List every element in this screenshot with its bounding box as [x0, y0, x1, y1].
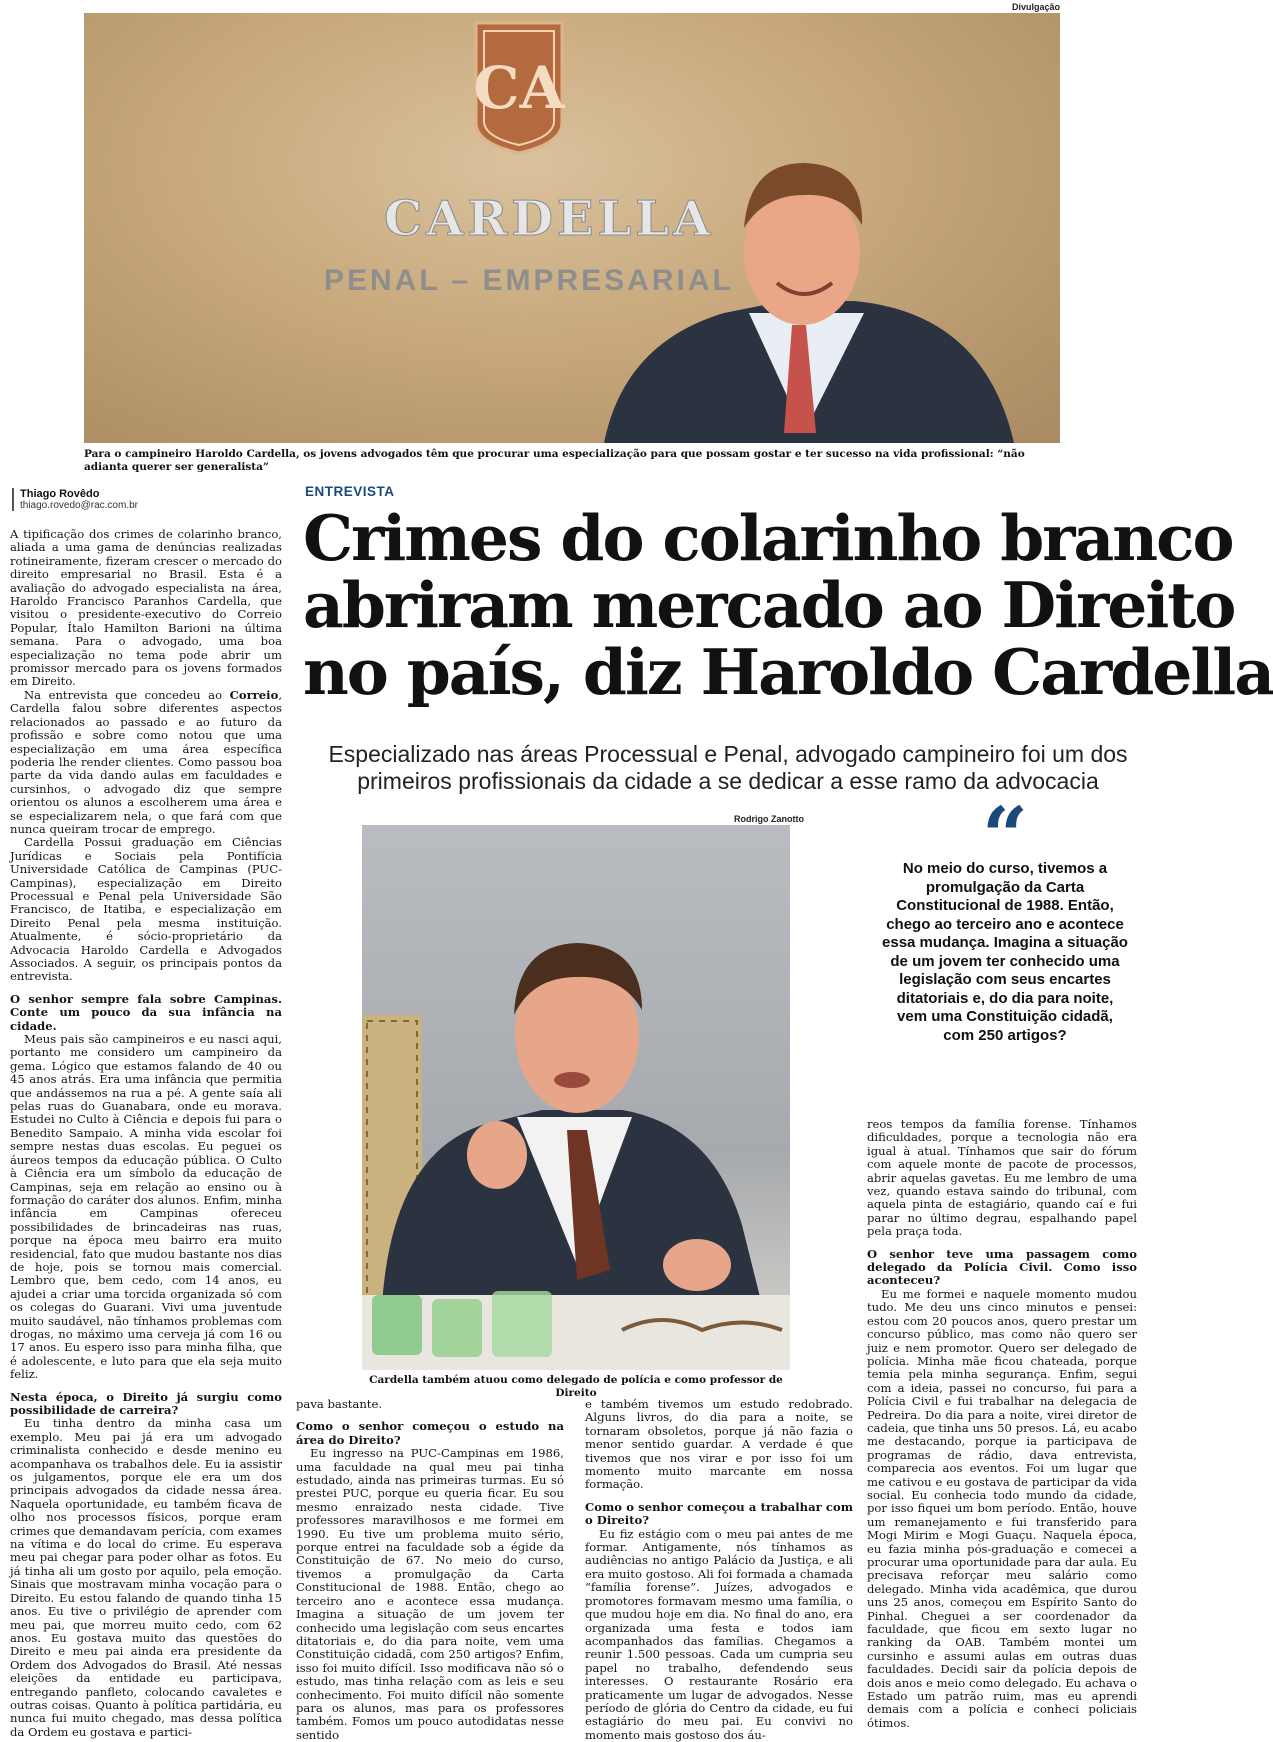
question-campinas: O senhor sempre fala sobre Campinas. Conte um pouco da sua infância na cidade. [10, 991, 282, 1033]
answer-study: Eu ingresso na PUC-Campinas em 1986, uma faculdade na qual meu pai tinha estudado, ainda nas primeiras turmas. Eu só prestei PUC, porque eu queria ficar. Eu sou mesmo enraizado nesta cidade. Tive professores maravilhosos e me formei em 1990. Eu tive um problema muito sério, porque entrei na faculdade sob a égide da Constituição de 67. No meio do curso, tivemos a promulgação da Carta Constitucional de 1988. Então, chego ao terceiro ano e acontece essa mudança. Imagina a situação de um jovem ter conhecido uma legislação com seus encartes ditatoriais e, do dia para noite, vem uma Constituição cidadã, com 250 artigos? Enfim, isso foi muito difícil. Isso modificava não só o estudo, mas tinha relação com as leis e seu conhecimento. Foi muito difícil não somente para os alunos, mas para os professores também. Fomos um pouco autodidatas nesse sentido [296, 1446, 564, 1742]
article-column-1 [10, 528, 282, 1739]
top-photo-caption: Para o campineiro Haroldo Cardella, os jovens advogados têm que procurar uma especialização para que possam gostar e ter sucesso na vida profissional: “não adianta querer ser generalista” [84, 448, 1025, 473]
pull-quote [880, 789, 1130, 1045]
wall-sign-subtitle: PENAL – EMPRESARIAL [324, 264, 734, 297]
quote-mark-icon: “ [981, 789, 1028, 883]
center-photo-credit: Rodrigo Zanotto [734, 814, 804, 824]
intro-paragraph-2: Na entrevista que concedeu ao Correio, Cardella falou sobre diferentes aspectos relacionados ao passado e ao futuro da profissão e sobre como notou que uma especialização em uma área específica poderia lhe render clientes. Como passou boa parte da vida dando aulas em faculdades e cursinhos, o advogado diz que sempre orientou os alunos a escolherem uma área e se especializarem nela, o que fará com que nunca queiram trocar de emprego. [10, 687, 282, 836]
continued-paragraph: pava bastante. [296, 1397, 383, 1411]
center-photo-illustration [362, 825, 790, 1370]
author-email[interactable]: thiago.rovedo@rac.com.br [20, 500, 138, 511]
top-photo-credit: Divulgação [1011, 2, 1060, 12]
article-column-3 [585, 1397, 853, 1742]
question-work: Como o senhor começou a trabalhar com o Direito? [585, 1499, 853, 1528]
top-photo-illustration [84, 13, 1060, 443]
newspaper-name: Correio [229, 687, 279, 702]
continued-paragraph: e também tivemos um estudo redobrado. Alguns livros, do dia para a noite, se tornaram obsoletos, porque já não fazia o menor sentido guardar. A verdade é que tivemos que nos virar e por isso foi um momento muito marcante em nossa formação. [585, 1397, 853, 1492]
subheadline: Especializado nas áreas Processual e Penal, advogado campineiro foi um dos primeiros profissionais da cidade a se dedicar a esse ramo da advocacia [328, 741, 1128, 794]
center-photo [362, 825, 790, 1370]
continued-paragraph: reos tempos da família forense. Tínhamos dificuldades, porque a tecnologia não era igual à atual. Tínhamos que sair do fórum com aquele monte de pacote de processos, abrir aquelas gavetas. Eu me lembro de uma vez, quando estava saindo do tribunal, com aquela pinta de estagiário, quando caí e fui parar no último degrau, espalhando papel pela praça toda. [867, 1117, 1137, 1239]
answer-police: Eu me formei e naquele momento mudou tudo. Me deu uns cinco minutos e pensei: estou com 20 poucos anos, quero prestar um concurso público, mas como não quero ser juiz e nem promotor. Quero ser delegado de polícia. Minha mãe ficou chateada, porque temia pela minha segurança. Enfim, segui com a ideia, passei no concurso, fui para a Polícia Civil e fui trabalhar na delegacia de Pedreira. Do dia para a noite, virei diretor de cadeia, que tinha uns 50 presos. Lá, eu acabo me destacando, porque ia participava de programas de rádio, dava entrevista, comparecia aos eventos. Foi um lugar que me cativou e eu gostava de participar da vida social. Eu conhecia todo mundo da cidade, por isso fiquei um bom período. Então, houve um remanejamento e fui transferido para Mogi Mirim e Mogi Guaçu. Naquela época, eu fazia minha pós-graduação e comecei a procurar uma oportunidade para dar aula. Eu precisava reforçar meu salário como delegado. Minha vida acadêmica, que durou uns 25 anos, começou em Espírito Santo do Pinhal. Cheguei a ser coordenador da faculdade, que ficou em sexto lugar no ranking da OAB. Também montei um cursinho e assumi aulas em outras duas faculdades. Decidi sair da polícia depois de dois anos e meio como delegado. Eu achava o Estado um patrão ruim, mas eu aprendi demais com a polícia e conheci policiais ótimos. [867, 1286, 1137, 1730]
headline-line-2: abriram mercado ao Direito [303, 568, 1235, 642]
intro-paragraph-1: A tipificação dos crimes de colarinho branco, aliada a uma gama de denúncias realizadas rotineiramente, fizeram crescer o mercado do direito empresarial no Brasil. Esta é a avaliação do advogado especialista na área, Haroldo Francisco Paranhos Cardella, que visitou o presidente-executivo do Correio Popular, Ítalo Hamilton Barioni na última semana. Para o advogado, uma boa especialização no tema pode abrir um promissor mercado para os jovens formados em Direito. [10, 527, 282, 689]
author-name: Thiago Rovêdo [20, 488, 100, 500]
answer-work: Eu fiz estágio com o meu pai antes de me formar. Antigamente, nós tínhamos as audiências no antigo Palácio da Justiça, e ali era muito gostoso. Ali foi formada a chamada “família forense”. Juízes, advogados e promotores formavam mesmo uma família, o que mudou hoje em dia. No final do ano, era organizada uma festa e todos iam acompanhados das famílias. Chegamos a reunir 1.500 pessoas. Cada um cumpria seu papel no trabalho, defendendo seus interesses. O restaurante Rosário era praticamente um lugar de advogados. Nesse período de glória do Centro da cidade, eu fui estagiário do meu pai. Eu convivi no momento mais gostoso dos áu- [585, 1526, 853, 1742]
headline [303, 501, 1273, 709]
article-column-4 [867, 1118, 1137, 1739]
headline-line-1: Crimes do colarinho branco [303, 501, 1233, 575]
answer-campinas: Meus pais são campineiros e eu nasci aqui, portanto me considero um campineiro da gema. Lógico que estamos falando de 40 ou 45 anos atrás. Era uma infância que permitia que andássemos na rua a pé. A gente saía ali pelas ruas do Guanabara, onde eu morava. Estudei no Culto à Ciência e depois fui para o Benedito Sampaio. A minha vida escolar foi sempre nestas duas escolas. Eu peguei os áureos tempos da educação pública. O Culto à Ciência era um símbolo da educação de Campinas, seja em relação ao ensino ou à formação do caráter dos alunos. Enfim, minha infância em Campinas ofereceu possibilidades de brincadeiras nas ruas, porque na época meu bairro era muito residencial, fato que mudou bastante nos dias de hoje, pois se tornou mais comercial. Lembro que, bem cedo, com 14 anos, eu ajudei a criar uma torcida organizada só com os colegas do Guarani. Vivi uma juventude muito saudável, não tínhamos problemas com drogas, no máximo uma cerveja já com 16 ou 17 anos. Eu espero isso para minha filha, que é adolescente, e luto para que ela seja muito feliz. [10, 1032, 282, 1382]
section-label: ENTREVISTA [305, 484, 395, 499]
question-police: O senhor teve uma passagem como delegado da Polícia Civil. Como isso aconteceu? [867, 1246, 1137, 1288]
top-photo [84, 13, 1060, 443]
wall-sign-cardella: CARDELLA [384, 191, 715, 247]
question-study: Como o senhor começou o estudo na área do Direito? [296, 1419, 564, 1447]
question-career: Nesta época, o Direito já surgiu como possibilidade de carreira? [10, 1389, 282, 1417]
pull-quote-text: No meio do curso, tivemos a promulgação da Carta Constitucional de 1988. Então, chego ao terceiro ano e acontece essa mudança. Imagina a situação de um jovem ter conhecido uma legislação com seus encartes ditatoriais e, do dia para noite, vem uma Constituição cidadã, com 250 artigos? [882, 860, 1128, 1044]
answer-career: Eu tinha dentro da minha casa um exemplo. Meu pai já era um advogado criminalista conhecido e desde menino eu acompanhava os trabalhos dele. Eu ia assistir os julgamentos, porque ele era um dos principais advogados da cidade nessa área. Naquela oportunidade, eu também ficava de olho nos processos físicos, porque eram crimes que demandavam perícia, com exames na vítima e do local do crime. Eu esperava meu pai chegar para poder olhar as fotos. Eu já tinha ali um gosto por aquilo, pela emoção. Sinais que mostravam minha vocação para o Direito. Eu estou falando de quando tinha 15 anos. Eu tive o privilégio de aprender com meu pai, que morreu muito cedo, com 62 anos. Eu gostava muito das questões do Direito e meu pai ainda era presidente da Ordem dos Advogados do Brasil. Até nessas eleições da entidade eu participava, entregando panfleto, colocando cavaletes e outras coisas. Quanto à política partidária, eu nunca fui muito chegado, mas dessa política da Ordem eu gostava e partici- [10, 1416, 282, 1739]
logo-letters: CA [473, 54, 565, 122]
cardella-logo-shield [473, 23, 565, 153]
article-column-2 [296, 1397, 564, 1742]
byline [12, 488, 220, 511]
center-photo-caption: Cardella também atuou como delegado de polícia e como professor de Direito [369, 1374, 783, 1399]
headline-line-3: no país, diz Haroldo Cardella [303, 635, 1273, 709]
man-seated [382, 943, 762, 1305]
intro-paragraph-3: Cardella Possui graduação em Ciências Jurídicas e Sociais pela Pontifícia Universidade Católica de Campinas (PUC-Campinas), especialização em Direito Processual e Penal pela Universidade São Francisco, de Itatiba, e especialização em Direito Penal pela mesma instituição. Atualmente, é sócio-proprietário da Advocacia Haroldo Cardella e Advogados Associados. A seguir, os principais pontos da entrevista. [10, 835, 282, 984]
